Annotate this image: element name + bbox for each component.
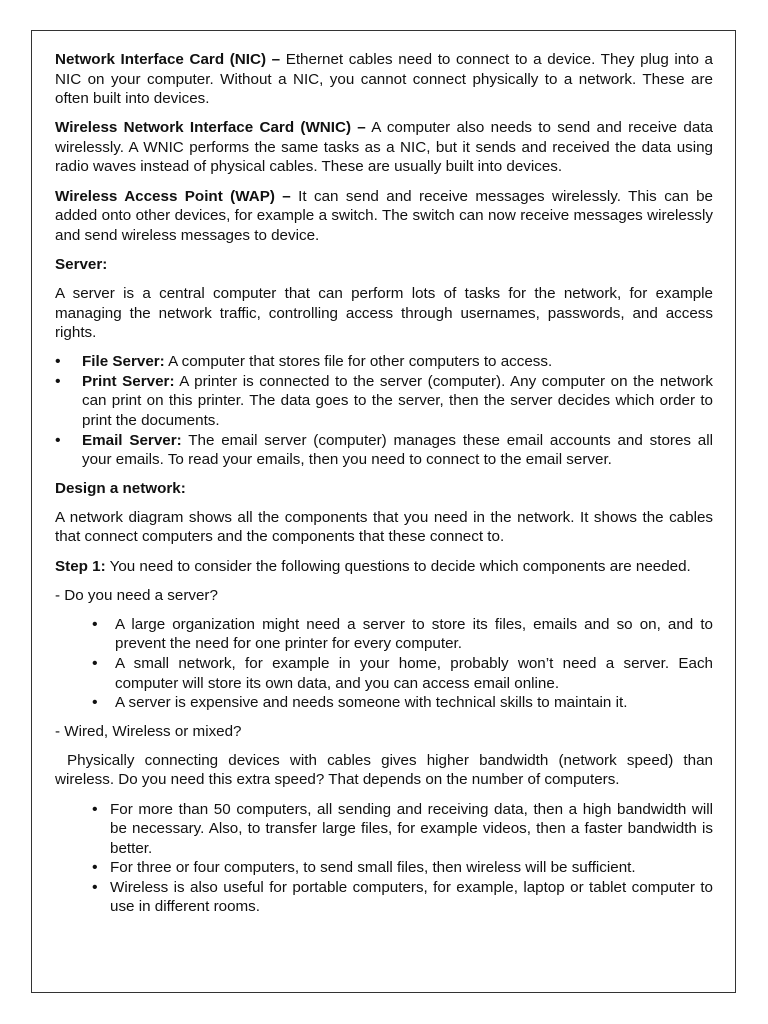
wnic-paragraph [55,118,713,177]
list-item: • For three or four computers, to send small files, then wireless will be sufficient. [92,858,713,878]
list-item: • A server is expensive and needs someone with technical skills to maintain it. [92,693,713,713]
wnic-text: A computer also needs to send and receive data wirelessly. A WNIC performs the same tasks as a NIC, but it sends and received the data using radio waves instead of physical cables. These are usually built into devices. [55,119,713,176]
server-intro: A server is a central computer that can perform lots of tasks for the network, for example managing the network traffic, controlling access through usernames, passwords, and access rights. [55,284,713,342]
print-server-term: Print Server: [82,372,175,390]
step1-paragraph: Step 1: You need to consider the following questions to decide which components are needed. [55,557,691,575]
list-item: • File Server: A computer that stores file for other computers to access. [55,352,713,372]
question-server: - Do you need a server? [55,586,218,604]
wnic-term: Wireless Network Interface Card (WNIC) – [55,119,366,137]
server-need-list [92,615,713,713]
wired-intro: Physically connecting devices with cables gives higher bandwidth (network speed) than wireless. Do you need this extra speed? That depends on the number of computers. [55,751,713,789]
wap-text: It can send and receive messages wirelessly. This can be added onto other devices, for example a switch. The switch can now receive messages wirelessly and send wireless messages to device. [55,187,713,244]
step1-label: Step 1: [55,557,106,575]
server-heading: Server: [55,255,108,273]
email-server-term: Email Server: [82,431,182,449]
nic-paragraph [55,50,713,109]
design-heading: Design a network: [55,479,186,497]
wap-term: Wireless Access Point (WAP) – [55,187,291,205]
list-item: • A small network, for example in your home, probably won’t need a server. Each computer will store its own data, and you can access email online. [92,654,713,693]
question-wired: - Wired, Wireless or mixed? [55,722,242,740]
design-intro: A network diagram shows all the components that you need in the network. It shows the cables that connect computers and the components that these connect to. [55,508,713,546]
nic-term: Network Interface Card (NIC) – [55,51,281,68]
list-item: • For more than 50 computers, all sending and receiving data, then a high bandwidth will be necessary. Also, to transfer large files, for example videos, then a faster bandwidth is better. [92,800,713,859]
list-item: • A large organization might need a server to store its files, emails and so on, and to prevent the need for one printer for every computer. [92,615,713,654]
bandwidth-list [92,800,713,918]
file-server-term: File Server: [82,353,165,371]
server-types-list [55,352,713,470]
wap-paragraph [55,187,713,246]
list-item: • Wireless is also useful for portable computers, for example, laptop or tablet computer to use in different rooms. [92,878,713,917]
nic-text: Ethernet cables need to connect to a device. They plug into a NIC on your computer. Without a NIC, you cannot connect physically to a network. These are often built into devices. [55,51,713,108]
list-item: • Print Server: A printer is connected to the server (computer). Any computer on the network can print on this printer. The data goes to the server, then the server decides which order to print the documents. [55,372,713,431]
list-item: • Email Server: The email server (computer) manages these email accounts and stores all your emails. To read your emails, then you need to connect to the email server. [55,431,713,470]
document-body [55,50,713,926]
